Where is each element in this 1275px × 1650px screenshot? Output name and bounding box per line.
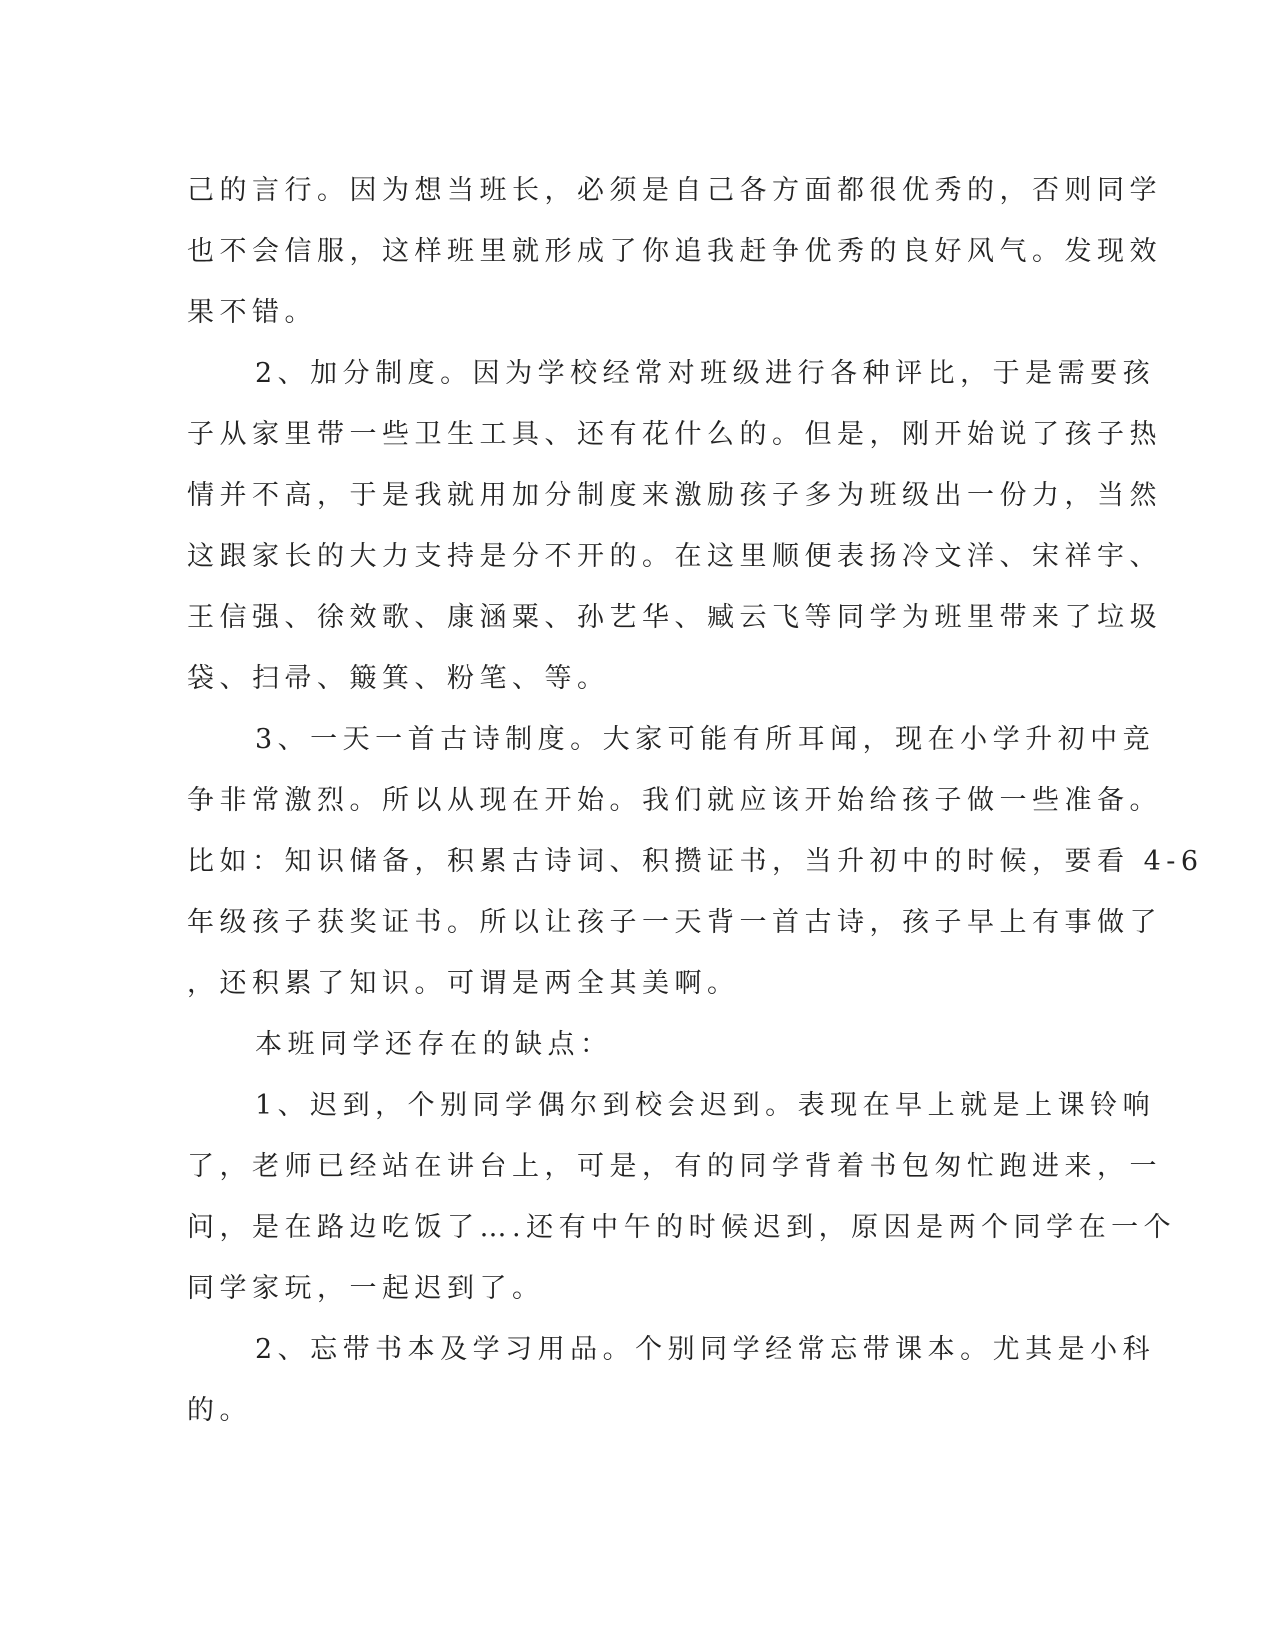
text-line: 年级孩子获奖证书。所以让孩子一天背一首古诗，孩子早上有事做了 <box>187 907 1162 938</box>
body-text <box>187 160 1204 1441</box>
text-line: 王信强、徐效歌、康涵粟、孙艺华、臧云飞等同学为班里带来了垃圾 <box>187 602 1162 633</box>
text-line: 本班同学还存在的缺点： <box>255 1029 613 1060</box>
text-line: 问，是在路边吃饭了….还有中午的时候迟到，原因是两个同学在一个 <box>187 1212 1177 1243</box>
text-line: 的。 <box>187 1395 252 1426</box>
text-line: 果不错。 <box>187 297 317 328</box>
text-line: 1、迟到，个别同学偶尔到校会迟到。表现在早上就是上课铃响 <box>255 1090 1156 1121</box>
text-line: 也不会信服，这样班里就形成了你追我赶争优秀的良好风气。发现效 <box>187 236 1162 267</box>
text-line: 3、一天一首古诗制度。大家可能有所耳闻，现在小学升初中竞 <box>255 724 1156 755</box>
text-line: 己的言行。因为想当班长，必须是自己各方面都很优秀的，否则同学 <box>187 175 1162 206</box>
text-line: 2、忘带书本及学习用品。个别同学经常忘带课本。尤其是小科 <box>255 1334 1156 1365</box>
text-line: 情并不高，于是我就用加分制度来激励孩子多为班级出一份力，当然 <box>187 480 1162 511</box>
text-line: 同学家玩，一起迟到了。 <box>187 1273 545 1304</box>
text-line: 争非常激烈。所以从现在开始。我们就应该开始给孩子做一些准备。 <box>187 785 1162 816</box>
text-line: 了，老师已经站在讲台上，可是，有的同学背着书包匆忙跑进来，一 <box>187 1151 1162 1182</box>
text-line: 比如：知识储备，积累古诗词、积攒证书，当升初中的时候，要看 4-6 <box>187 846 1204 877</box>
text-line: 袋、扫帚、簸箕、粉笔、等。 <box>187 663 610 694</box>
text-line: 2、加分制度。因为学校经常对班级进行各种评比，于是需要孩 <box>255 358 1156 389</box>
text-line: 这跟家长的大力支持是分不开的。在这里顺便表扬冷文洋、宋祥宇、 <box>187 541 1162 572</box>
text-line: ，还积累了知识。可谓是两全其美啊。 <box>187 968 740 999</box>
text-line: 子从家里带一些卫生工具、还有花什么的。但是，刚开始说了孩子热 <box>187 419 1162 450</box>
